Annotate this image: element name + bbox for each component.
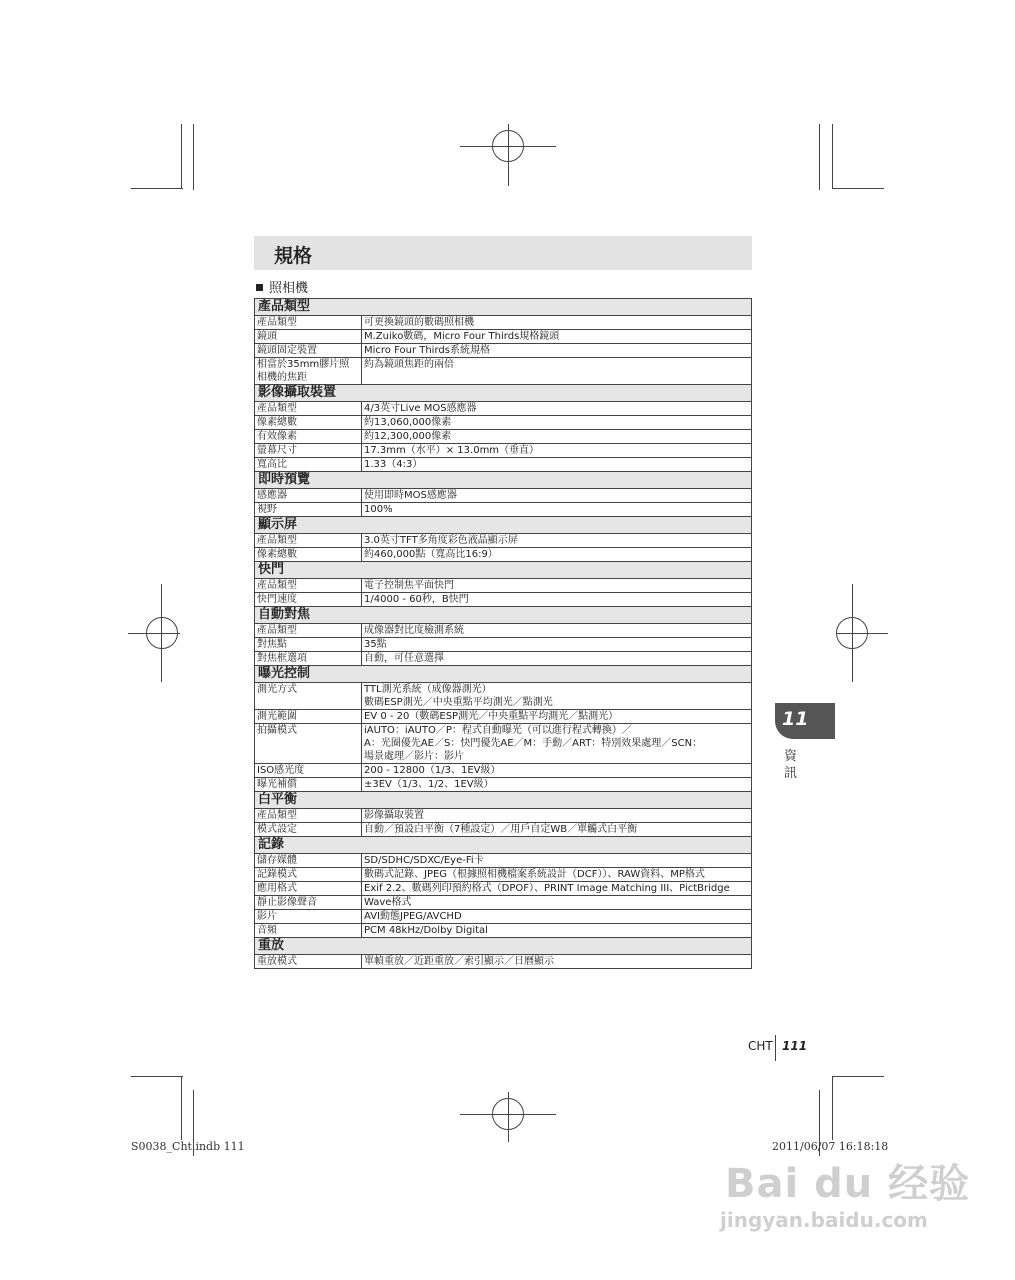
table-row: [255, 924, 752, 938]
spec-label: 產品類型: [255, 534, 362, 548]
section-header: [255, 837, 752, 854]
table-row: [255, 458, 752, 472]
spec-label: 影片: [255, 910, 362, 924]
spec-label: 測光方式: [255, 683, 362, 710]
spec-label: 螢幕尺寸: [255, 444, 362, 458]
spec-value: PCM 48kHz/Dolby Digital: [362, 924, 752, 938]
spec-value: 1/4000 - 60秒，B快門: [362, 593, 752, 607]
page-title: 規格: [274, 245, 313, 267]
spec-value: AVI動態JPEG/AVCHD: [362, 910, 752, 924]
spec-value: 電子控制焦平面快門: [362, 579, 752, 593]
spec-label: 視野: [255, 503, 362, 517]
spec-value: 4/3英寸Live MOS感應器: [362, 402, 752, 416]
table-row: [255, 683, 752, 710]
watermark-url: jingyan.baidu.com: [720, 1208, 928, 1232]
spec-value: iAUTO：iAUTO／P：程式自動曝光（可以進行程式轉換）／ A：光圈優先AE／S：快門優先AE／M：手動／ART：特別效果處理／SCN： 場景處理／影片：影片: [362, 724, 752, 764]
table-row: [255, 548, 752, 562]
table-row: [255, 344, 752, 358]
table-row: [255, 724, 752, 764]
section-title: 影像攝取裝置: [255, 385, 752, 402]
section-header: [255, 562, 752, 579]
registration-mark: [128, 633, 180, 634]
crop-mark: [181, 124, 182, 188]
spec-label: 像素總數: [255, 416, 362, 430]
section-header: [255, 792, 752, 809]
spec-value: 自動，可任意選擇: [362, 652, 752, 666]
chapter-label: 資訊: [784, 749, 798, 781]
spec-value: 影像攝取裝置: [362, 809, 752, 823]
spec-value: SD/SDHC/SDXC/Eye-Fi卡: [362, 854, 752, 868]
spec-label: 曝光補償: [255, 778, 362, 792]
table-row: [255, 809, 752, 823]
spec-label: 相當於35mm膠片照相機的焦距: [255, 358, 362, 385]
table-row: [255, 430, 752, 444]
section-title: 重放: [255, 938, 752, 955]
table-row: [255, 444, 752, 458]
subheading: [256, 277, 308, 296]
section-header: [255, 666, 752, 683]
table-row: [255, 652, 752, 666]
spec-value: 35點: [362, 638, 752, 652]
table-row: [255, 638, 752, 652]
crop-mark: [181, 1076, 182, 1140]
spec-value: 成像器對比度檢測系統: [362, 624, 752, 638]
section-title: 即時預覽: [255, 472, 752, 489]
spec-label: 測光範圍: [255, 710, 362, 724]
section-title: 記錄: [255, 837, 752, 854]
spec-value: 200 - 12800（1/3、1EV級）: [362, 764, 752, 778]
subheading-text: 照相機: [269, 281, 309, 296]
section-header: [255, 385, 752, 402]
table-row: [255, 593, 752, 607]
chapter-number: 11: [782, 708, 809, 730]
spec-value: 數碼式記錄、JPEG（根據照相機檔案系統設計（DCF））、RAW資料、MP格式: [362, 868, 752, 882]
table-row: [255, 489, 752, 503]
spec-label: 寬高比: [255, 458, 362, 472]
table-row: [255, 764, 752, 778]
chapter-tab: [775, 703, 835, 739]
spec-label: 拍攝模式: [255, 724, 362, 764]
registration-mark: [852, 584, 853, 682]
table-row: [255, 823, 752, 837]
spec-label: 儲存媒體: [255, 854, 362, 868]
spec-value: 約13,060,000像素: [362, 416, 752, 430]
registration-mark: [508, 1092, 509, 1142]
section-header: [255, 472, 752, 489]
spec-label: ISO感光度: [255, 764, 362, 778]
spec-label: 重放模式: [255, 955, 362, 969]
spec-label: 應用格式: [255, 882, 362, 896]
spec-value: ±3EV（1/3、1/2、1EV級）: [362, 778, 752, 792]
spec-value: 可更換鏡頭的數碼照相機: [362, 316, 752, 330]
spec-value: 約為鏡頭焦距的兩倍: [362, 358, 752, 385]
page-title-bar: [254, 236, 752, 270]
spec-label: 快門速度: [255, 593, 362, 607]
table-row: [255, 416, 752, 430]
table-row: [255, 624, 752, 638]
spec-value: 單幀重放／近距重放／索引顯示／日曆顯示: [362, 955, 752, 969]
crop-mark: [819, 124, 820, 190]
spec-label: 對焦點: [255, 638, 362, 652]
spec-value: 約460,000點（寬高比16:9）: [362, 548, 752, 562]
spec-value: 自動／預設白平衡（7種設定）／用戶自定WB／單觸式白平衡: [362, 823, 752, 837]
spec-label: 對焦框選項: [255, 652, 362, 666]
spec-value: 17.3mm（水平）× 13.0mm（垂直）: [362, 444, 752, 458]
table-row: [255, 710, 752, 724]
spec-label: 記錄模式: [255, 868, 362, 882]
spec-label: 產品類型: [255, 402, 362, 416]
table-row: [255, 882, 752, 896]
table-row: [255, 358, 752, 385]
crop-mark: [193, 124, 194, 190]
section-header: [255, 938, 752, 955]
table-row: [255, 579, 752, 593]
section-title: 快門: [255, 562, 752, 579]
spec-label: 鏡頭固定裝置: [255, 344, 362, 358]
spec-table: [254, 298, 752, 969]
table-row: [255, 910, 752, 924]
spec-value: EV 0 - 20（數碼ESP測光／中央重點平均測光／點測光）: [362, 710, 752, 724]
page-number-divider: [775, 1035, 776, 1061]
section-title: 顯示屏: [255, 517, 752, 534]
page-lang: CHT: [748, 1039, 773, 1053]
spec-label: 產品類型: [255, 624, 362, 638]
spec-value: Micro Four Thirds系統規格: [362, 344, 752, 358]
spec-value: 1.33（4:3）: [362, 458, 752, 472]
spec-value: Exif 2.2、數碼列印預約格式（DPOF）、PRINT Image Matching III、PictBridge: [362, 882, 752, 896]
spec-value: TTL測光系統（成像器測光） 數碼ESP測光／中央重點平均測光／點測光: [362, 683, 752, 710]
spec-label: 模式設定: [255, 823, 362, 837]
table-row: [255, 534, 752, 548]
page-number: 111: [782, 1039, 808, 1053]
spec-value: 使用即時MOS感應器: [362, 489, 752, 503]
table-row: [255, 955, 752, 969]
table-row: [255, 330, 752, 344]
spec-value: 約12,300,000像素: [362, 430, 752, 444]
footer-date: 2011/06/07 16:18:18: [772, 1140, 889, 1153]
table-row: [255, 503, 752, 517]
spec-label: 產品類型: [255, 316, 362, 330]
spec-label: 產品類型: [255, 579, 362, 593]
spec-label: 靜止影像聲音: [255, 896, 362, 910]
section-header: [255, 517, 752, 534]
table-row: [255, 316, 752, 330]
crop-mark: [131, 188, 183, 189]
section-title: 自動對焦: [255, 607, 752, 624]
section-title: 產品類型: [255, 299, 752, 316]
spec-label: 音頻: [255, 924, 362, 938]
spec-label: 鏡頭: [255, 330, 362, 344]
table-row: [255, 868, 752, 882]
section-header: [255, 299, 752, 316]
crop-mark: [832, 188, 884, 189]
spec-label: 有效像素: [255, 430, 362, 444]
registration-mark: [836, 633, 888, 634]
spec-value: 100%: [362, 503, 752, 517]
spec-label: 感應器: [255, 489, 362, 503]
table-row: [255, 402, 752, 416]
square-bullet-icon: [256, 284, 263, 291]
section-title: 白平衡: [255, 792, 752, 809]
crop-mark: [832, 1076, 833, 1140]
section-header: [255, 607, 752, 624]
footer-file: S0038_Cht.indb 111: [131, 1140, 245, 1153]
spec-value: M.Zuiko數碼，Micro Four Thirds規格鏡頭: [362, 330, 752, 344]
crop-mark: [131, 1076, 183, 1077]
spec-value: Wave格式: [362, 896, 752, 910]
watermark-logo: Bai du 经验: [725, 1161, 971, 1207]
registration-mark: [508, 124, 509, 186]
table-row: [255, 854, 752, 868]
crop-mark: [832, 1076, 884, 1077]
table-row: [255, 896, 752, 910]
registration-mark: [161, 584, 162, 682]
spec-label: 產品類型: [255, 809, 362, 823]
spec-label: 像素總數: [255, 548, 362, 562]
table-row: [255, 778, 752, 792]
crop-mark: [832, 124, 833, 188]
spec-value: 3.0英寸TFT多角度彩色液晶顯示屏: [362, 534, 752, 548]
section-title: 曝光控制: [255, 666, 752, 683]
